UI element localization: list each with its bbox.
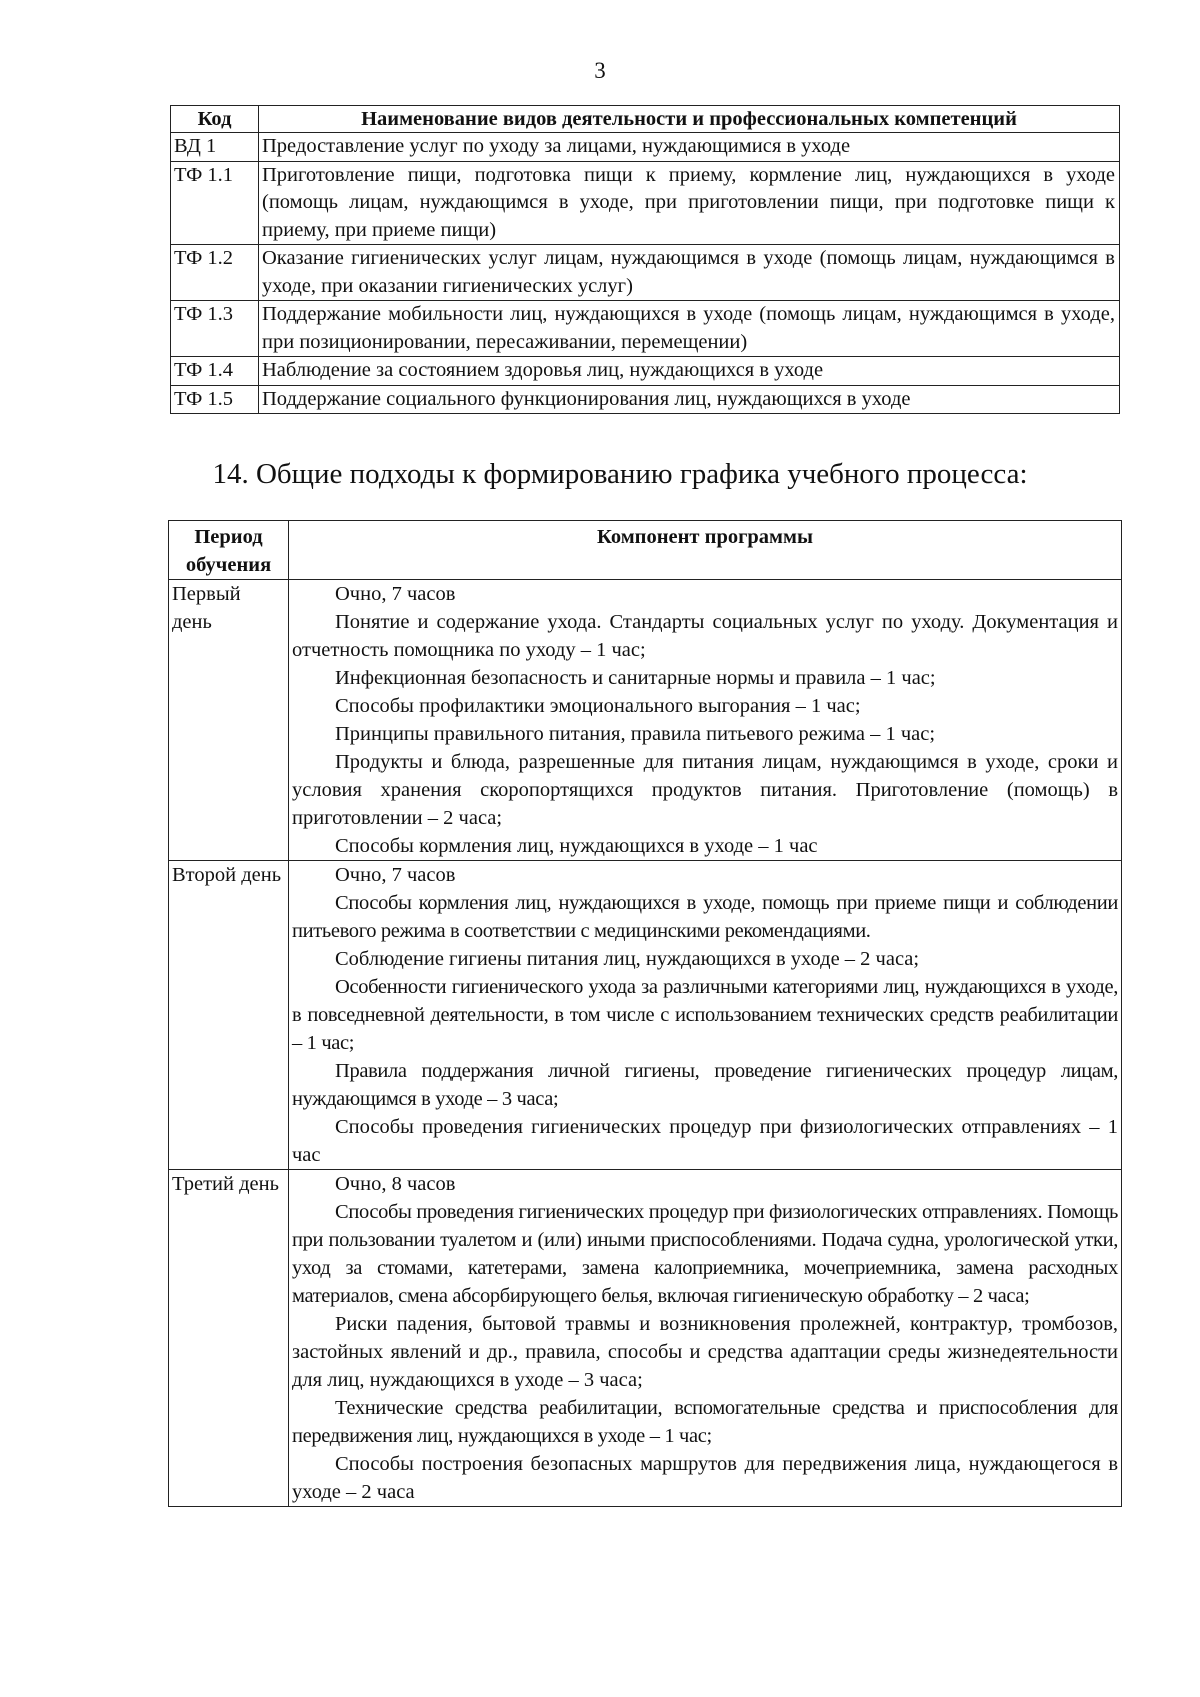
component-column-header: Компонент программы [289,521,1122,580]
page-number: 3 [594,58,606,83]
period-cell: Первый день [169,580,289,861]
component-paragraph: Способы кормления лиц, нуждающихся в уходе, помощь при приеме пищи и соблюдении питьевого режима в соответствии с медицинскими рекомендациями. [292,892,1118,942]
table-row [171,245,1120,301]
competency-text: Приготовление пищи, подготовка пищи к приему, кормление лиц, нуждающихся в уходе (помощь лицам, нуждающимся в уходе, при приготовлении пищи, при подготовке пищи к приему, при приеме пищи) [259,161,1120,245]
competency-code: ВД 1 [171,133,259,162]
table-row [169,861,1122,1170]
table-row [169,580,1122,861]
table-row [171,357,1120,386]
component-paragraph: Очно, 8 часов [335,1173,456,1195]
component-paragraph: Инфекционная безопасность и санитарные нормы и правила – 1 час; [335,667,936,689]
competency-code: ТФ 1.1 [171,161,259,245]
period-column-header: Период обучения [169,521,289,580]
component-paragraph: Очно, 7 часов [335,864,456,886]
competency-table-header-row [171,106,1120,133]
competency-code: ТФ 1.4 [171,357,259,386]
code-column-header: Код [171,106,259,133]
competency-code: ТФ 1.5 [171,385,259,414]
component-paragraph: Способы профилактики эмоционального выгорания – 1 час; [335,695,861,717]
competency-text: Предоставление услуг по уходу за лицами, нуждающимися в уходе [259,133,1120,162]
component-paragraph: Способы кормления лиц, нуждающихся в уходе – 1 час [335,835,818,857]
component-paragraph: Продукты и блюда, разрешенные для питания лицам, нуждающимся в уходе, сроки и условия хранения скоропортящихся продуктов питания. Приготовление (помощь) в приготовлении – 2 часа; [292,751,1118,829]
competency-table [170,105,1120,414]
schedule-table [168,520,1122,1507]
schedule-table-header-row [169,521,1122,580]
component-cell [289,861,1122,1170]
table-row [171,161,1120,245]
component-paragraph: Соблюдение гигиены питания лиц, нуждающихся в уходе – 2 часа; [335,948,920,970]
component-cell [289,1170,1122,1507]
table-row [171,133,1120,162]
component-paragraph: Правила поддержания личной гигиены, проведение гигиенических процедур лицам, нуждающимся в уходе – 3 часа; [292,1060,1118,1110]
name-column-header: Наименование видов деятельности и профессиональных компетенций [259,106,1120,133]
component-paragraph: Способы проведения гигиенических процедур при физиологических отправлениях. Помощь при пользовании туалетом и (или) иными приспособлениями. Подача судна, урологической утки, уход за стомами, катетерами, замена калоприемника, мочеприемника, замена расходных материалов, смена абсорбирующего белья, включая гигиеническую обработку – 2 часа; [292,1201,1118,1307]
competency-code: ТФ 1.2 [171,245,259,301]
table-row [171,301,1120,357]
competency-text: Поддержание мобильности лиц, нуждающихся в уходе (помощь лицам, нуждающимся в уходе, при позиционировании, пересаживании, перемещении) [259,301,1120,357]
component-cell [289,580,1122,861]
component-paragraph: Способы построения безопасных маршрутов для передвижения лица, нуждающегося в уходе – 2 часа [292,1453,1118,1503]
table-row [171,385,1120,414]
component-paragraph: Технические средства реабилитации, вспомогательные средства и приспособления для передвижения лиц, нуждающихся в уходе – 1 час; [292,1397,1118,1447]
period-cell: Второй день [169,861,289,1170]
component-paragraph: Принципы правильного питания, правила питьевого режима – 1 час; [335,723,936,745]
competency-text: Наблюдение за состоянием здоровья лиц, нуждающихся в уходе [259,357,1120,386]
competency-text: Поддержание социального функционирования лиц, нуждающихся в уходе [259,385,1120,414]
component-paragraph: Риски падения, бытовой травмы и возникновения пролежней, контрактур, тромбозов, застойных явлений и др., правила, способы и средства адаптации среды жизнедеятельности для лиц, нуждающихся в уходе – 3 часа; [292,1313,1118,1391]
table-row [169,1170,1122,1507]
component-paragraph: Особенности гигиенического ухода за различными категориями лиц, нуждающихся в уходе, в повседневной деятельности, в том числе с использованием технических средств реабилитации – 1 час; [292,976,1118,1054]
competency-text: Оказание гигиенических услуг лицам, нуждающимся в уходе (помощь лицам, нуждающимся в уходе, при оказании гигиенических услуг) [259,245,1120,301]
component-paragraph: Способы проведения гигиенических процедур при физиологических отправлениях – 1 час [292,1116,1118,1166]
period-cell: Третий день [169,1170,289,1507]
section-heading: 14. Общие подходы к формированию графика учебного процесса: [212,458,1028,490]
competency-code: ТФ 1.3 [171,301,259,357]
component-paragraph: Очно, 7 часов [335,583,456,605]
component-paragraph: Понятие и содержание ухода. Стандарты социальных услуг по уходу. Документация и отчетность помощника по уходу – 1 час; [292,611,1118,661]
